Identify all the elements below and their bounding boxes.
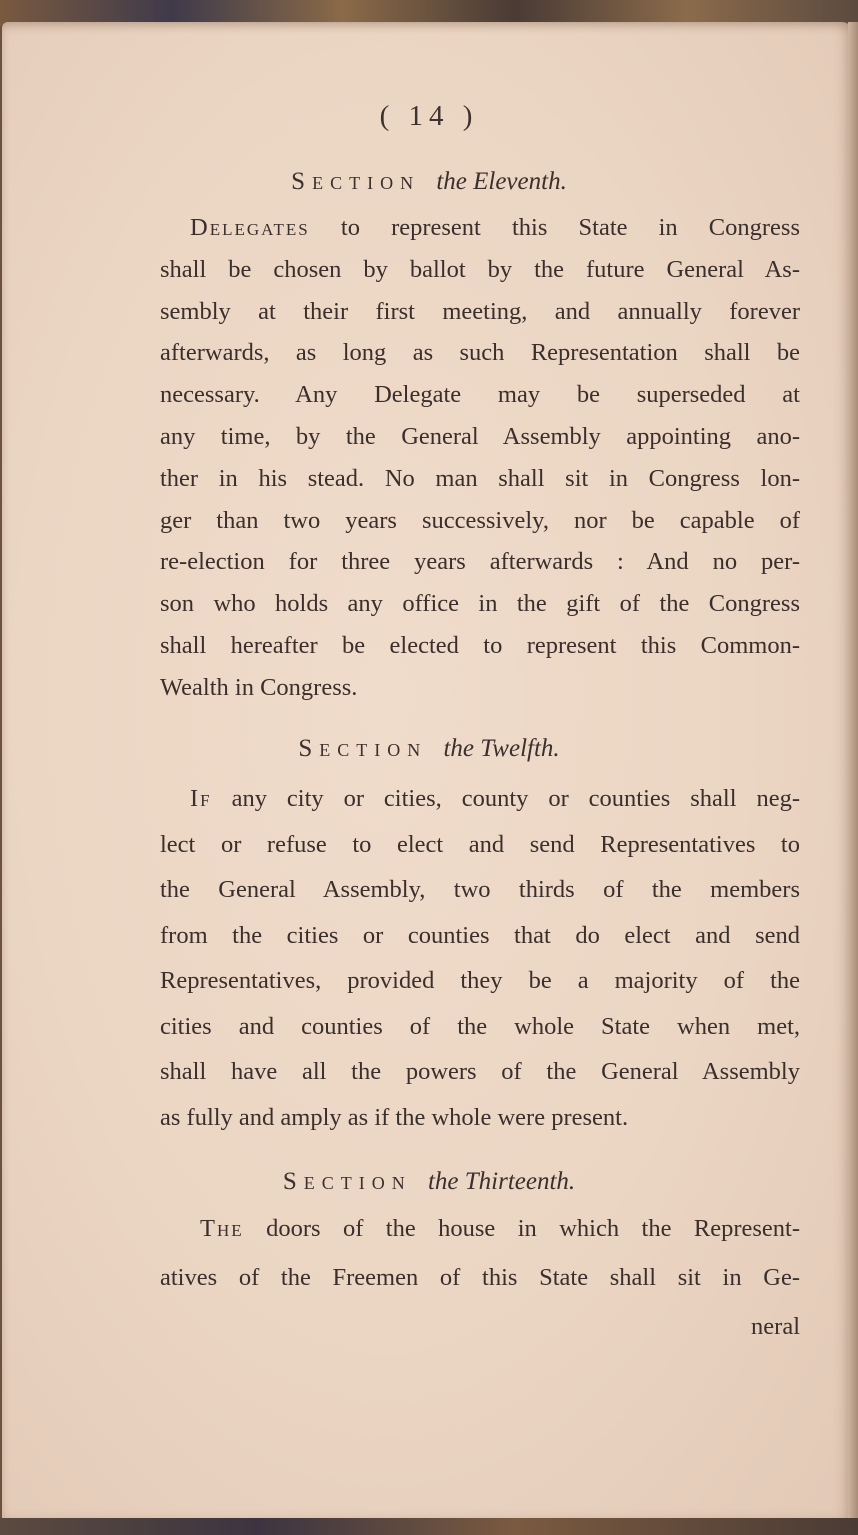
heading-ordinal: the Eleventh. xyxy=(436,168,567,195)
section-thirteenth-text xyxy=(160,1204,800,1351)
page-edge xyxy=(848,22,858,1522)
text-line: Delegates to represent this State in Congress xyxy=(190,214,801,241)
text-line: Representatives, provided they be a majority of the xyxy=(160,967,800,994)
page-number: ( 14 ) xyxy=(379,100,479,132)
lead-word: If xyxy=(190,785,212,812)
section-heading-eleventh xyxy=(0,168,858,196)
text-line: ther in his stead. No man shall sit in Congress lon- xyxy=(160,464,800,492)
text-line: lect or refuse to elect and send Representatives to xyxy=(160,830,800,858)
text-line: re-election for three years afterwards : And no per- xyxy=(160,548,800,576)
text-line: afterwards, as long as such Representation shall be xyxy=(160,339,800,367)
text-line: sembly at their first meeting, and annually forever xyxy=(160,297,800,325)
section-twelfth-text xyxy=(160,776,800,1140)
text-line: atives of the Freemen of this State shall sit in Ge- xyxy=(160,1264,800,1291)
text-line: necessary. Any Delegate may be superseded at xyxy=(160,381,800,409)
text-line: If any city or cities, county or counties shall neg- xyxy=(190,785,800,812)
catchword: neral xyxy=(751,1313,800,1340)
heading-section-word: Section xyxy=(298,735,428,762)
lead-word: Delegates xyxy=(190,214,310,241)
text-line: from the cities or counties that do elect and send xyxy=(160,921,800,949)
lead-word: The xyxy=(200,1215,244,1242)
section-heading-twelfth xyxy=(0,735,858,763)
heading-section-word: Section xyxy=(291,168,421,195)
section-heading-thirteenth xyxy=(0,1168,858,1196)
heading-ordinal: the Thirteenth. xyxy=(427,1168,576,1195)
heading-ordinal: the Twelfth. xyxy=(443,735,560,762)
text-line: cities and counties of the whole State when met, xyxy=(160,1012,800,1040)
text-line: Wealth in Congress. xyxy=(160,673,358,701)
text-line: the General Assembly, two thirds of the members xyxy=(160,876,800,903)
section-eleventh-text xyxy=(160,207,800,709)
text-line: ger than two years successively, nor be capable of xyxy=(160,506,800,534)
text-line: shall be chosen by ballot by the future General As- xyxy=(160,255,800,283)
book-cover-bottom-edge xyxy=(0,1518,858,1535)
heading-section-word: Section xyxy=(282,1168,412,1195)
text-line: shall hereafter be elected to represent this Common- xyxy=(160,631,800,659)
text-line: shall have all the powers of the General Assembly xyxy=(160,1058,800,1085)
text-line: any time, by the General Assembly appointing ano- xyxy=(160,422,800,450)
text-line: as fully and amply as if the whole were present. xyxy=(160,1103,629,1131)
text-line: The doors of the house in which the Represent- xyxy=(200,1215,800,1242)
text-line: son who holds any office in the gift of the Congress xyxy=(160,590,800,618)
